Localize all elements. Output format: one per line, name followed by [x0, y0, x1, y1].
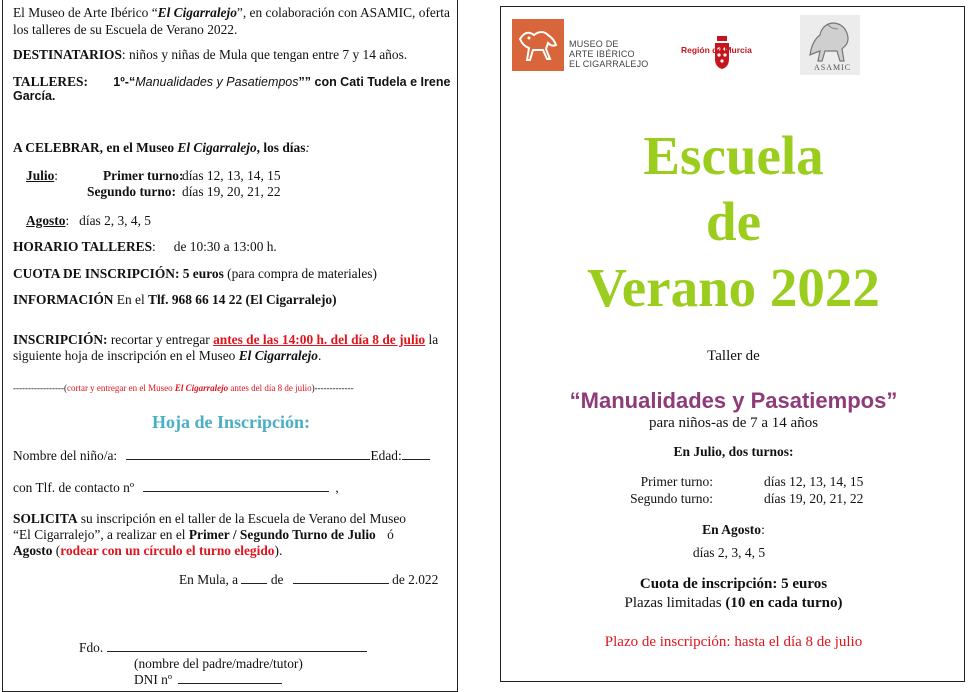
ages: para niños-as de 7 a 14 años [648, 415, 819, 431]
museo-logo-icon [512, 19, 564, 71]
inscripcion-dot: . [317, 348, 322, 363]
cut-line-dashes-right: )------------- [311, 383, 354, 393]
intro-text-2: ”, en colaboración con ASAMIC, oferta [236, 5, 450, 20]
slash: / [229, 527, 240, 542]
mula-de: de [267, 572, 287, 587]
cut-line-text: cortar y entregar en el Museo [66, 383, 175, 393]
destinatarios-label: DESTINATARIOS [13, 47, 122, 62]
circle-instruction: rodear con un círculo el turno elegido [60, 543, 275, 558]
cuota-note: (para compra de materiales) [223, 266, 377, 281]
poster-plazas [501, 595, 966, 612]
form-title: Hoja de Inscripción: [151, 412, 310, 432]
primer-option[interactable]: Primer [188, 527, 230, 542]
solicita-line-2 [13, 526, 394, 543]
tlf-row [13, 479, 339, 496]
julio-t2-days: días 19, 20, 21, 22 [182, 184, 281, 199]
museum-name: El Cigarralejo [157, 5, 237, 20]
fdo-label: Fdo. [79, 640, 104, 655]
tlf-blank[interactable] [143, 479, 329, 492]
tlf-label: con Tlf. de contacto nº [13, 480, 135, 495]
julio-t2-label: Segundo turno: [87, 184, 176, 199]
horario-label: HORARIO TALLERES [13, 239, 153, 254]
poster-title-line-3: Verano 2022 [587, 257, 880, 318]
agosto-heading-colon: : [761, 522, 765, 537]
edad-blank[interactable] [402, 447, 430, 460]
informacion [13, 291, 337, 308]
talleres-tail: ”” con Cati Tudela e Irene [298, 75, 451, 89]
celebrar-text: A CELEBRAR, en el Museo [13, 140, 178, 155]
celebrar-museum: El Cigarralejo [177, 140, 257, 155]
dni-label: DNI nº [134, 672, 172, 687]
or-text: ó [383, 527, 394, 542]
destinatarios-text: : niños y niñas de Mula que tengan entre 7 y 14 años. [121, 47, 408, 62]
signature-blank[interactable] [107, 639, 367, 652]
paren-close: ). [274, 543, 283, 558]
agosto-label: Agosto [26, 213, 66, 228]
cut-line [13, 382, 354, 394]
intro-line-2: los talleres de su Escuela de Verano 2022. [13, 22, 238, 37]
museo-logo-line-1: MUSEO DE [569, 39, 619, 49]
paren-open: ( [52, 543, 61, 558]
inscripcion-museum: El Cigarralejo [238, 348, 318, 363]
destinatarios [13, 46, 407, 63]
julio-heading: En Julio, dos turnos: [673, 444, 794, 459]
informacion-text: En el [113, 292, 149, 307]
inscripcion-line-2-text: siguiente hoja de inscripción en el Museo [13, 348, 239, 363]
day-blank[interactable] [241, 571, 267, 584]
horario-colon: : [152, 239, 156, 254]
intro-line-1 [13, 4, 450, 21]
inscripcion-tail: la [425, 332, 439, 347]
museo-logo-text [569, 39, 649, 69]
parent-label: (nombre del padre/madre/tutor) [134, 656, 303, 671]
poster-title-line-2: de [706, 191, 761, 252]
julio-colon: : [54, 168, 59, 183]
poster-plazo: Plazo de inscripción: hasta el día 8 de julio [604, 634, 863, 650]
agosto-colon: : [65, 213, 70, 228]
intro-text: El Museo de Arte Ibérico “ [13, 5, 158, 20]
month-blank[interactable] [293, 571, 389, 584]
poster-t1-days: días 12, 13, 14, 15 [764, 474, 864, 489]
poster-t2-days: días 19, 20, 21, 22 [764, 491, 864, 506]
mula-date-row [179, 571, 438, 588]
inscripcion-text: recortar y entregar [107, 332, 214, 347]
cuota-label: CUOTA DE INSCRIPCIÓN: 5 euros [13, 266, 224, 281]
poster-t1-label: Primer turno: [640, 474, 713, 489]
talleres-workshop [113, 75, 450, 89]
cut-line-museum: El Cigarralejo [174, 383, 229, 393]
museo-logo-line-3: EL CIGARRALEJO [569, 59, 649, 69]
julio-label-text: Julio [26, 168, 55, 183]
fdo-row [79, 639, 367, 656]
cuota [13, 265, 377, 282]
nombre-row [13, 447, 430, 464]
workshop-name: “Manualidades y Pasatiempos” [569, 388, 898, 413]
agosto [26, 212, 151, 229]
solicita-line-2-text: “El Cigarralejo”, a realizar en el [13, 527, 189, 542]
taller-de: Taller de [707, 348, 760, 364]
poster-page [500, 6, 965, 682]
talleres-line-2: García. [13, 89, 56, 103]
solicita-text: su inscripción en el taller de la Escuela de Verano del Museo [77, 511, 406, 526]
nombre-blank[interactable] [126, 447, 370, 460]
registration-page [2, 0, 458, 692]
poster-cuota: Cuota de inscripción: 5 euros [639, 576, 828, 592]
julio-t1-days: días 12, 13, 14, 15 [182, 168, 281, 183]
talleres-name: Manualidades y Pasatiempos [135, 75, 299, 89]
inscripcion-label: INSCRIPCIÓN: [13, 332, 108, 347]
informacion-phone: Tlf. 968 66 14 22 (El Cigarralejo) [148, 292, 337, 307]
solicita-label: SOLICITA [13, 511, 78, 526]
poster-t2-label: Segundo turno: [630, 491, 713, 506]
asamic-text: ASAMIC [814, 63, 852, 72]
talleres [13, 73, 451, 91]
agosto-heading-text: En Agosto [702, 522, 762, 537]
agosto-option[interactable]: Agosto [13, 543, 53, 558]
dni-blank[interactable] [178, 671, 282, 684]
celebrar-colon: : [305, 140, 310, 155]
solicita-line-1 [13, 510, 406, 527]
asamic-logo [800, 15, 860, 75]
poster-agosto-days: días 2, 3, 4, 5 [692, 545, 766, 560]
agosto-days: días 2, 3, 4, 5 [79, 213, 151, 228]
segundo-option[interactable]: Segundo Turno de Julio [239, 527, 376, 542]
mula-year: de 2.022 [388, 572, 439, 587]
region-murcia-label: Región de Murcia [681, 45, 752, 55]
museo-logo-line-2: ARTE IBÉRICO [569, 49, 635, 59]
celebrar-text-2: , los días [256, 140, 306, 155]
talleres-label: TALLERES: [13, 74, 88, 89]
julio-t1-label: Primer turno: [103, 168, 184, 183]
dni-row [134, 671, 282, 688]
cut-line-dashes-left: -----------------( [13, 383, 67, 393]
inscripcion-deadline: antes de las 14:00 h. del día 8 de julio [213, 332, 426, 347]
informacion-label: INFORMACIÓN [13, 292, 114, 307]
celebrar [13, 139, 310, 156]
julio-label [26, 167, 58, 184]
mula-a: En Mula, a [179, 572, 242, 587]
nombre-label: Nombre del niño/a: [13, 448, 118, 463]
solicita-line-3 [13, 542, 282, 559]
cut-line-text-2: antes del día 8 de julio [228, 383, 312, 393]
talleres-num: 1º-“ [113, 75, 136, 89]
agosto-heading [501, 522, 966, 538]
inscripcion [13, 331, 438, 348]
inscripcion-line-2 [13, 347, 321, 364]
plazas-count: (10 en cada turno) [725, 595, 843, 611]
edad-label: Edad: [370, 448, 402, 463]
poster-title-line-1: Escuela [643, 125, 824, 186]
tlf-comma: , [335, 480, 339, 495]
horario [13, 238, 277, 255]
plazas-text: Plazas limitadas [624, 595, 726, 611]
horario-value: de 10:30 a 13:00 h. [173, 239, 277, 254]
